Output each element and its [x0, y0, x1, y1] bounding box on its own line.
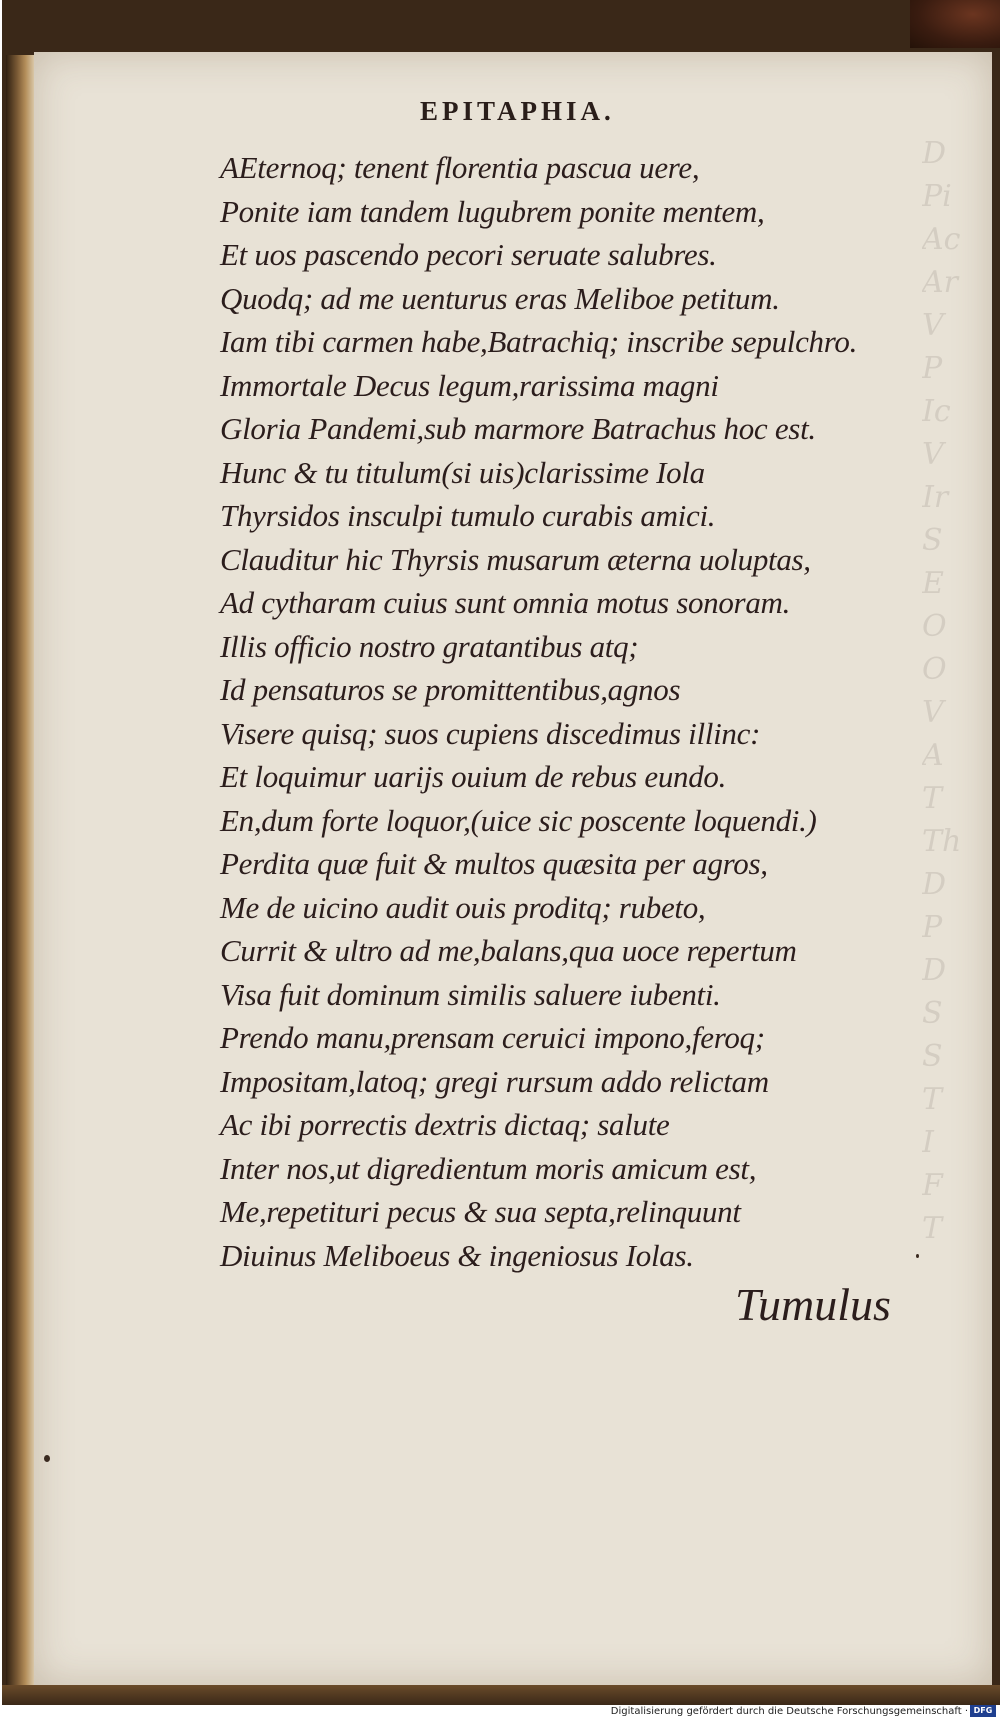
verse-line: Prendo manu,prensam ceruici impono,feroq; [220, 1020, 765, 1055]
verse-line: Quodq; ad me uenturus eras Meliboe petitum. [220, 280, 780, 316]
verse-line: AEternoq; tenent florentia pascua uere, [220, 150, 700, 185]
verse-line: Currit & ultro ad me,balans,qua uoce repertum [220, 933, 797, 968]
verse-line: Id pensaturos se promittentibus,agnos [220, 672, 681, 707]
verse-line: Iam tibi carmen habe,Batrachiq; inscribe sepulchro. [220, 324, 858, 359]
verse-line: Visa fuit dominum similis saluere iubenti. [220, 976, 721, 1012]
verse-line: Hunc & tu titulum(si uis)clarissime Iola [220, 454, 705, 490]
verse-line: Perdita quæ fuit & multos quæsita per agros, [220, 846, 768, 881]
verse-line: Ponite iam tandem lugubrem ponite mentem, [220, 193, 765, 229]
verse-line: Et uos pascendo pecori seruate salubres. [220, 237, 717, 272]
verse-line: Et loquimur uarijs ouium de rebus eundo. [220, 759, 727, 794]
verse-line: Diuinus Meliboeus & ingeniosus Iolas. [220, 1237, 694, 1273]
verse-line: Impositam,latoq; gregi rursum addo relictam [220, 1063, 769, 1099]
verse-line: Inter nos,ut digredientum moris amicum est, [220, 1150, 757, 1186]
verse-line: En,dum forte loquor,(uice sic poscente loquendi.) [220, 802, 817, 838]
verse-line: Me,repetituri pecus & sua septa,relinquunt [220, 1194, 741, 1229]
dfg-logo: DFG [970, 1705, 996, 1717]
verse-line: Clauditur hic Thyrsis musarum æterna uoluptas, [220, 541, 811, 577]
running-head: EPITAPHIA. [420, 96, 615, 126]
show-through-text: D Pi Ac Ar V P Ic V Ir S E O O V A T Th D P D S S T I F T [922, 136, 962, 1246]
verse-text-block [220, 146, 940, 1277]
digitization-credit: Digitalisierung gefördert durch die Deutsche Forschungsgemeinschaft · [610, 1706, 968, 1717]
verse-line: Visere quisq; suos cupiens discedimus illinc: [220, 715, 761, 751]
verse-line: Gloria Pandemi,sub marmore Batrachus hoc est. [220, 411, 816, 446]
verse-line: Ac ibi porrectis dextris dictaq; salute [220, 1107, 670, 1142]
page-edge-gutter [6, 55, 34, 1685]
catchword: Tumulus [735, 1279, 891, 1330]
verse-line: Ad cytharam cuius sunt omnia motus sonoram. [220, 585, 791, 620]
ink-speck [916, 1254, 919, 1258]
verse-line: Me de uicino audit ouis proditq; rubeto, [220, 889, 706, 925]
verse-line: Immortale Decus legum,rarissima magni [220, 367, 719, 403]
binding-bottom [2, 1685, 1000, 1705]
binding-corner [910, 0, 1000, 48]
ink-speck [44, 1455, 50, 1462]
verse-line: Thyrsidos insculpi tumulo curabis amici. [220, 498, 716, 533]
verse-line: Illis officio nostro gratantibus atq; [220, 628, 639, 664]
